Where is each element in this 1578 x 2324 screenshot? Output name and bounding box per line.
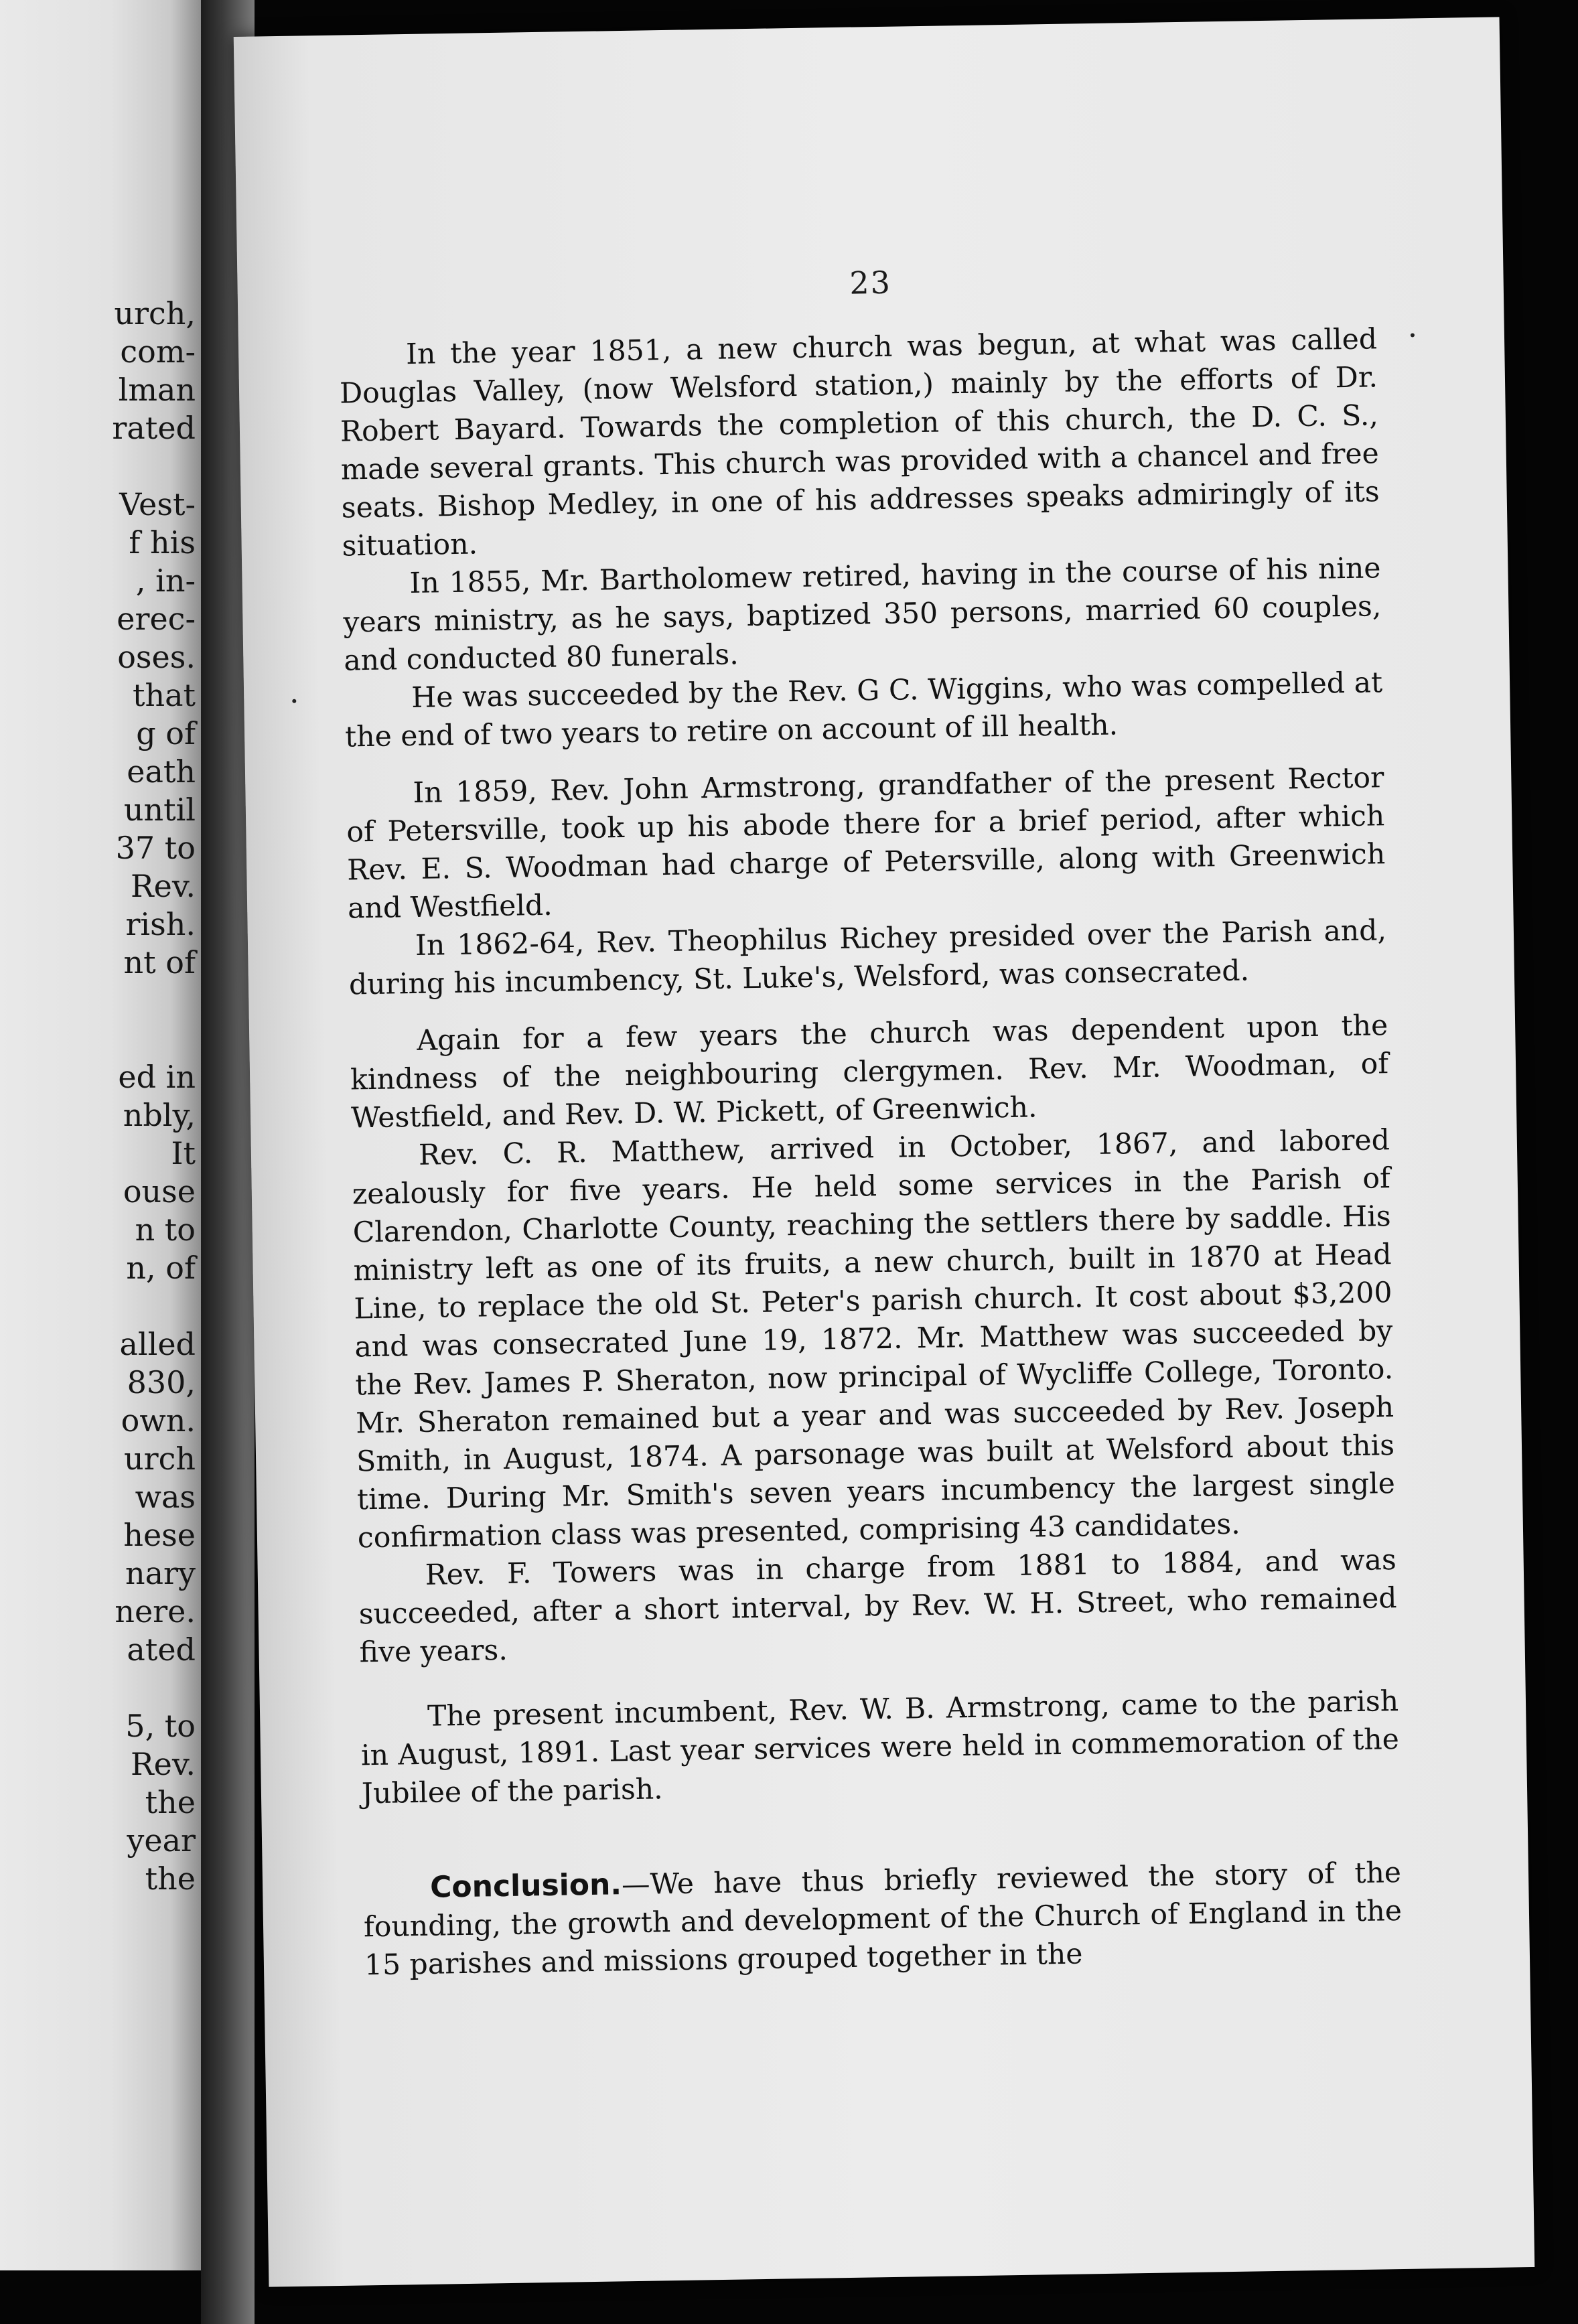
conclusion-paragraph [363, 1853, 1403, 1984]
conclusion-text: —We have thus briefly reviewed the story of the founding, the growth and development of the Church of England in the 15 parishes and missions grouped together in the [363, 1857, 1403, 1982]
scan-speck [1411, 333, 1415, 337]
left-fragment-gap [1, 447, 196, 486]
left-fragment-line: the [145, 1784, 196, 1820]
left-fragment-line: hese [123, 1517, 196, 1553]
left-fragment-line: urch [123, 1441, 196, 1477]
paragraph-present-incumbent: The present incumbent, Rev. W. B. Armstrong, came to the parish in August, 1891. Last year services were held in commemoration of the Jubilee of the parish. [360, 1685, 1400, 1811]
left-fragment-line: alled [119, 1326, 196, 1362]
paragraph-neighbouring-clergy: Again for a few years the church was dependent upon the kindness of the neighbouring clergymen. Rev. Mr. Woodman, of Westfield, and Rev. D. W. Pickett, of Greenwich. [350, 1009, 1389, 1135]
left-fragment-line: 37 to [115, 830, 196, 866]
paragraph-douglas-valley: In the year 1851, a new church was begun, at what was called Douglas Valley, (now Welsford station,) mainly by the efforts of Dr. Robert Bayard. Towards the completion of this church, the D. C. S., made several grants. This church was provided with a chancel and free seats. Bishop Medley, in one of his addresses speaks admiringly of its situation. [339, 323, 1380, 563]
left-fragment-line: 830, [127, 1364, 196, 1400]
left-fragment-line: rish. [125, 906, 196, 942]
left-fragment-line: nt of [123, 944, 196, 981]
paragraph-richey: In 1862-64, Rev. Theophilus Richey presided over the Parish and, during his incumbency, St. Luke's, Welsford, was consecrated. [348, 914, 1387, 1002]
left-fragment-line: lman [118, 372, 196, 408]
left-fragment-line: ouse [123, 1173, 196, 1210]
left-fragment-line: It [171, 1135, 196, 1171]
left-fragment-line: n to [135, 1212, 196, 1248]
paragraph-wiggins: He was succeeded by the Rev. G C. Wiggins, who was compelled at the end of two years to retire on account of ill health. [344, 666, 1383, 754]
right-page [234, 17, 1535, 2286]
left-fragment-line: ed in [118, 1059, 196, 1095]
left-facing-page [0, 0, 201, 2270]
conclusion-heading: Conclusion. [429, 1867, 622, 1905]
left-fragment-line: eath [127, 753, 196, 790]
left-fragment-line: Rev. [130, 1746, 196, 1782]
scan-speck [292, 699, 296, 703]
left-fragment-line: Vest- [119, 486, 196, 522]
paragraph-bartholomew: In 1855, Mr. Bartholomew retired, having in the course of his nine years ministry, as he says, baptized 350 persons, married 60 couples, and conducted 80 funerals. [343, 552, 1382, 678]
left-fragment-line: rated [112, 410, 196, 446]
left-fragment-line: com- [120, 334, 196, 370]
left-fragment-line: , in- [135, 563, 196, 599]
left-fragment-gap [1, 1287, 196, 1325]
left-fragment-gap [1, 1020, 196, 1058]
left-fragment-line: Rev. [130, 868, 196, 904]
left-fragment-line: that [132, 677, 196, 713]
left-fragment-line: own. [121, 1402, 196, 1439]
left-fragment-line: nere. [115, 1593, 196, 1629]
left-fragment-gap [1, 1669, 196, 1707]
left-fragment-line: f his [129, 524, 196, 561]
left-fragment-line: urch, [114, 295, 196, 332]
left-fragment-gap [1, 982, 196, 1020]
left-fragment-line: nary [125, 1555, 196, 1591]
left-fragment-line: the [145, 1861, 196, 1897]
left-fragment-line: n, of [126, 1250, 196, 1286]
left-fragment-line: oses. [117, 639, 196, 675]
left-fragment-line: was [135, 1479, 196, 1515]
left-fragment-line: nbly, [123, 1097, 196, 1133]
paragraph-towers: Rev. F. Towers was in charge from 1881 to 1884, and was succeeded, after a short interval, by Rev. W. H. Street, who remained five years. [358, 1544, 1397, 1670]
page-body [339, 320, 1403, 2013]
left-page-text-fragments [1, 295, 196, 1898]
left-fragment-line: year [127, 1822, 196, 1859]
left-fragment-line: erec- [117, 601, 196, 637]
left-fragment-line: g of [136, 715, 196, 751]
left-fragment-line: ated [127, 1631, 196, 1668]
left-fragment-line: until [123, 792, 196, 828]
left-fragment-line: 5, to [125, 1708, 196, 1744]
paragraph-armstrong: In 1859, Rev. John Armstrong, grandfather of the present Rector of Petersville, took up his abode there for a brief period, after which Rev. E. S. Woodman had charge of Petersville, along with Greenwich and Westfield. [346, 761, 1386, 926]
page-number: 23 [849, 264, 892, 301]
paragraph-matthew: Rev. C. R. Matthew, arrived in October, 1867, and labored zealously for five years. He held some services in the Parish of Clarendon, Charlotte County, reaching the settlers there by saddle. His ministry left as one of its fruits, a new church, built in 1870 at Head Line, to replace the old St. Peter's parish church. It cost about $3,200 and was consecrated June 19, 1872. Mr. Matthew was succeeded by the Rev. James P. Sheraton, now principal of Wycliffe College, Toronto. Mr. Sheraton remained but a year and was succeeded by Rev. Joseph Smith, in August, 1874. A parsonage was built at Welsford about this time. During Mr. Smith's seven years incumbency the largest single confirmation class was presented, comprising 43 candidates. [352, 1124, 1396, 1555]
